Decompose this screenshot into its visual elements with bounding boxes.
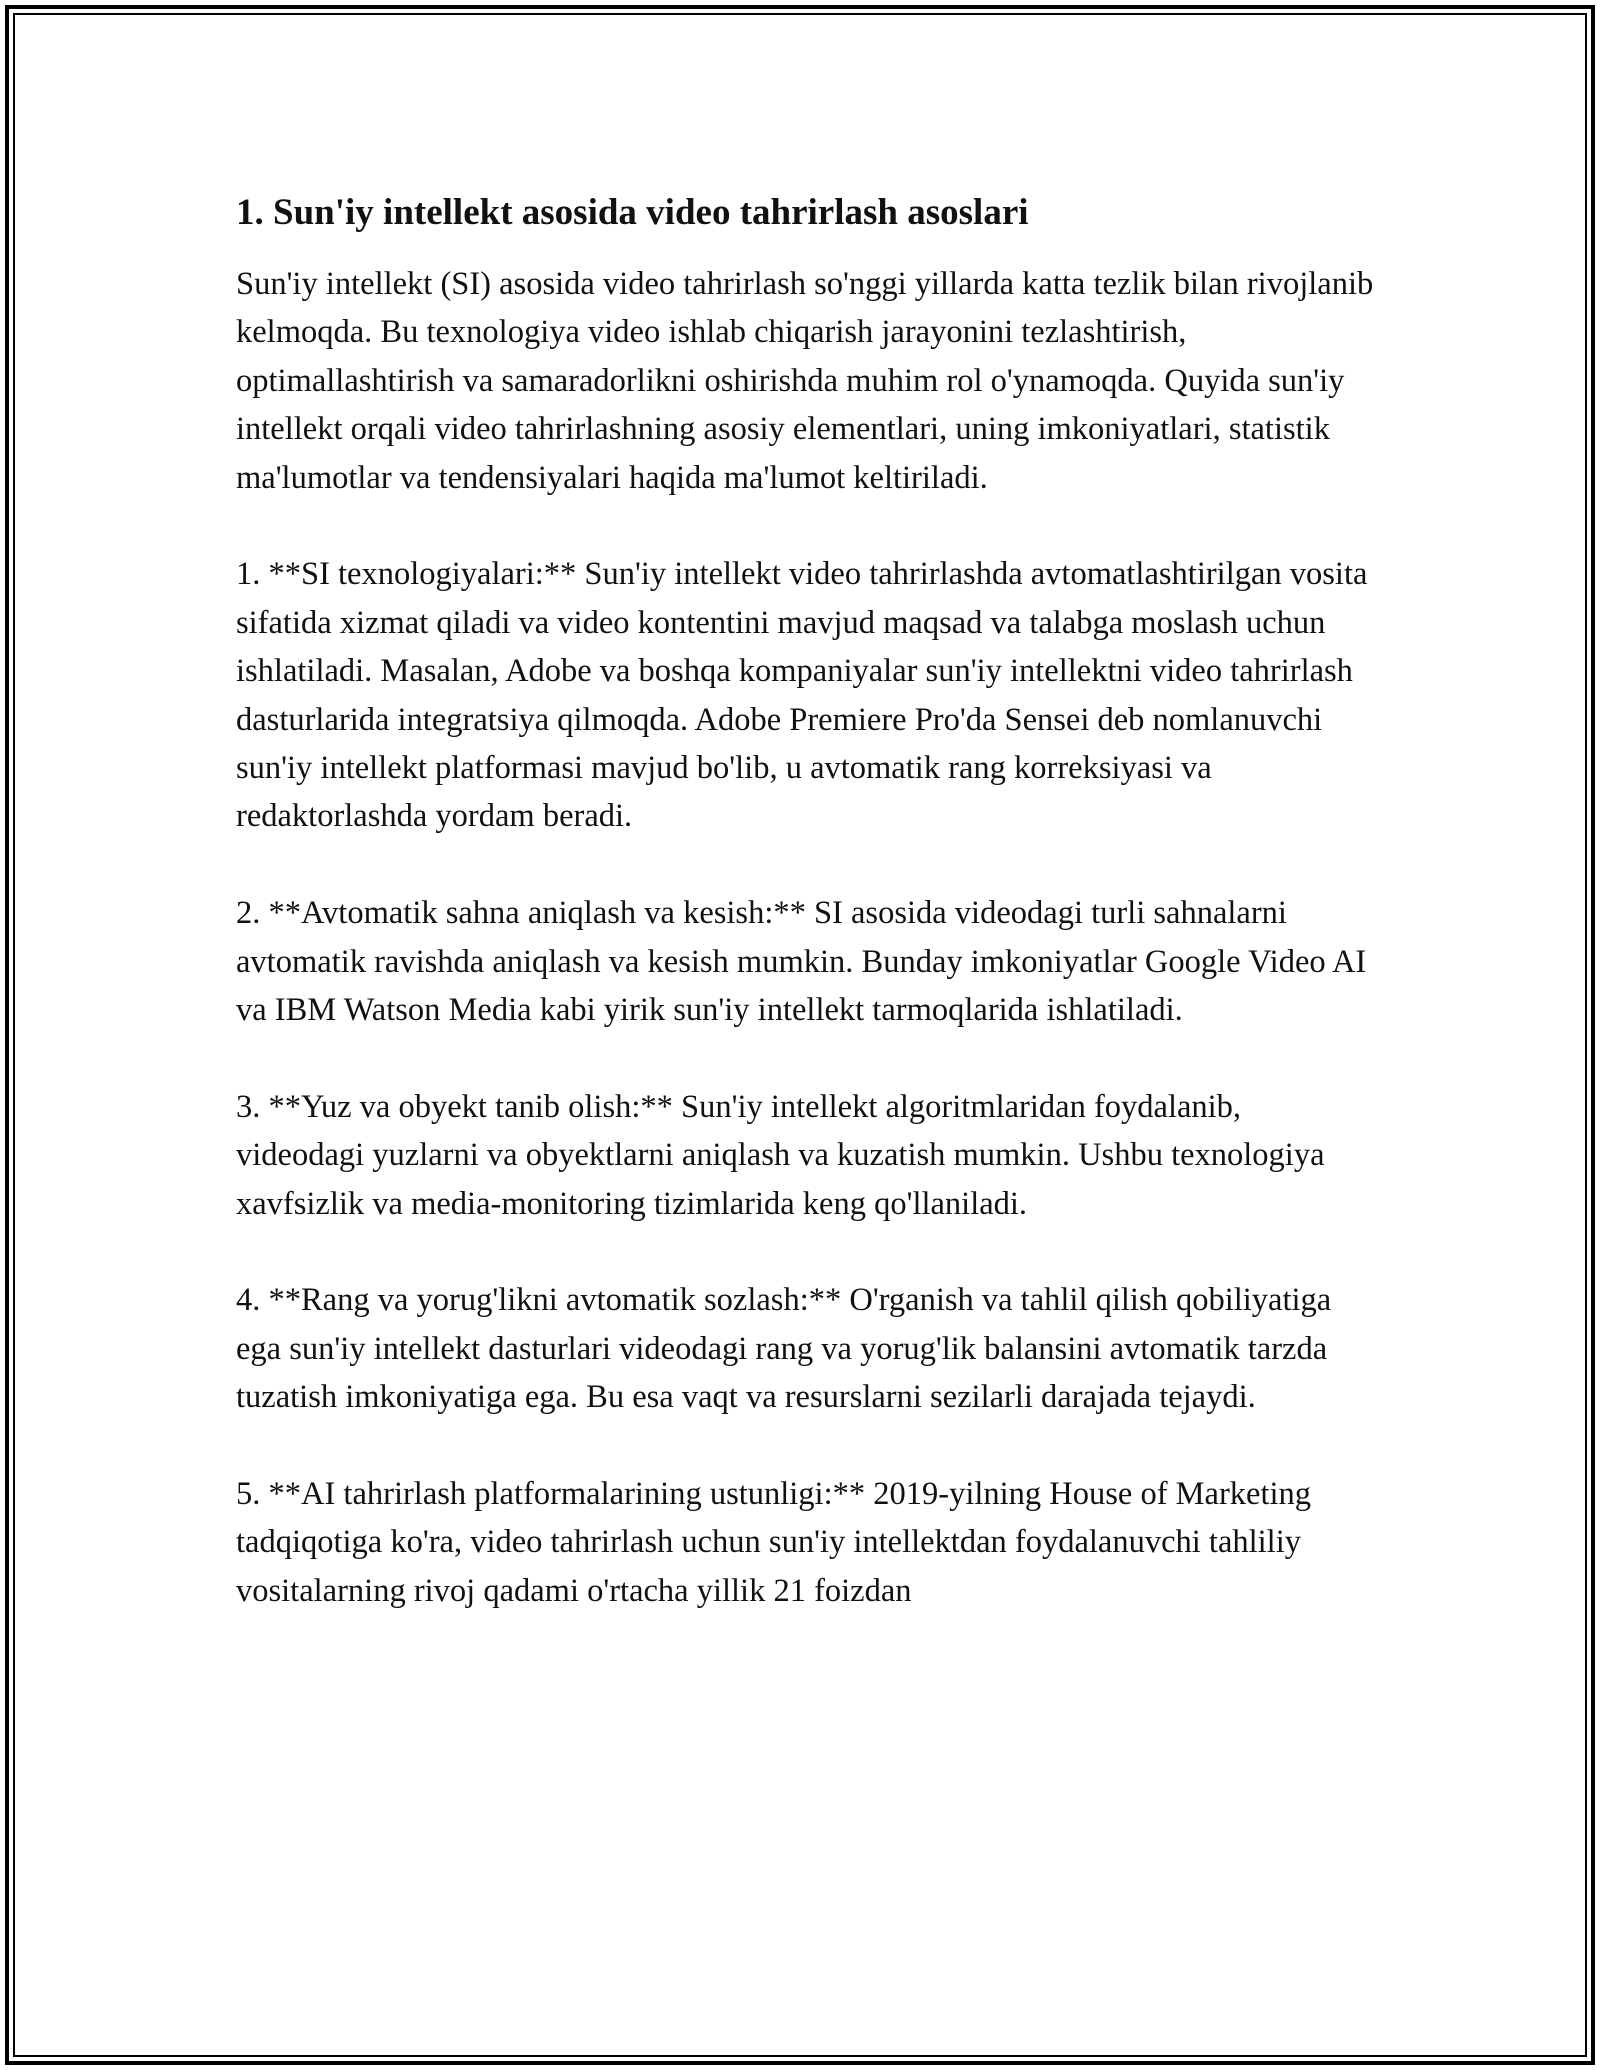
list-item-2: 2. **Avtomatik sahna aniqlash va kesish:** SI asosida videodagi turli sahnalarni avtomatik ravishda aniqlash va kesish mumkin. Bunday imkoniyatlar Google Video AI va IBM Watson Media kabi yirik sun'iy intellekt tarmoqlarida ishlatiladi.	[236, 895, 1367, 1029]
list-item-3: 3. **Yuz va obyekt tanib olish:** Sun'iy intellekt algoritmlaridan foydalanib, videodagi yuzlarni va obyektlarni aniqlash va kuzatish mumkin. Ushbu texnologiya xavfsizlik va media-monitoring tizimlarida keng qo'llaniladi.	[236, 1088, 1325, 1222]
list-item-4: 4. **Rang va yorug'likni avtomatik sozlash:** O'rganish va tahlil qilish qobiliyatiga ega sun'iy intellekt dasturlari videodagi rang va yorug'lik balansini avtomatik tarzda tuzatish imkoniyatiga ega. Bu esa vaqt va resurslarni sezilarli darajada tejaydi.	[236, 1282, 1332, 1416]
list-item-1: 1. **SI texnologiyalari:** Sun'iy intellekt video tahrirlashda avtomatlashtirilgan vosita sifatida xizmat qiladi va video kontentini mavjud maqsad va talabga moslash uchun ishlatiladi. Masalan, Adobe va boshqa kompaniyalar sun'iy intellektni video tahrirlash dasturlarida integratsiya qilmoqda. Adobe Premiere Pro'da Sensei deb nomlanuvchi sun'iy intellekt platformasi mavjud bo'lib, u avtomatik rang korreksiyasi va redaktorlashda yordam beradi.	[236, 556, 1368, 835]
document-body	[236, 188, 1376, 1664]
intro-paragraph: Sun'iy intellekt (SI) asosida video tahrirlash so'nggi yillarda katta tezlik bilan rivojlanib kelmoqda. Bu texnologiya video ishlab chiqarish jarayonini tezlashtirish, optimallashtirish va samaradorlikni oshirishda muhim rol o'ynamoqda. Quyida sun'iy intellekt orqali video tahrirlashning asosiy elementlari, uning imkoniyatlari, statistik ma'lumotlar va tendensiyalari haqida ma'lumot keltiriladi.	[236, 266, 1374, 496]
document-title: 1. Sun'iy intellekt asosida video tahrirlash asoslari	[236, 192, 1029, 233]
list-item-5: 5. **AI tahrirlash platformalarining ustunligi:** 2019-yilning House of Marketing tadqiqotiga ko'ra, video tahrirlash uchun sun'iy intellektdan foydalanuvchi tahliliy vositalarning rivoj qadami o'rtacha yillik 21 foizdan	[236, 1476, 1312, 1609]
